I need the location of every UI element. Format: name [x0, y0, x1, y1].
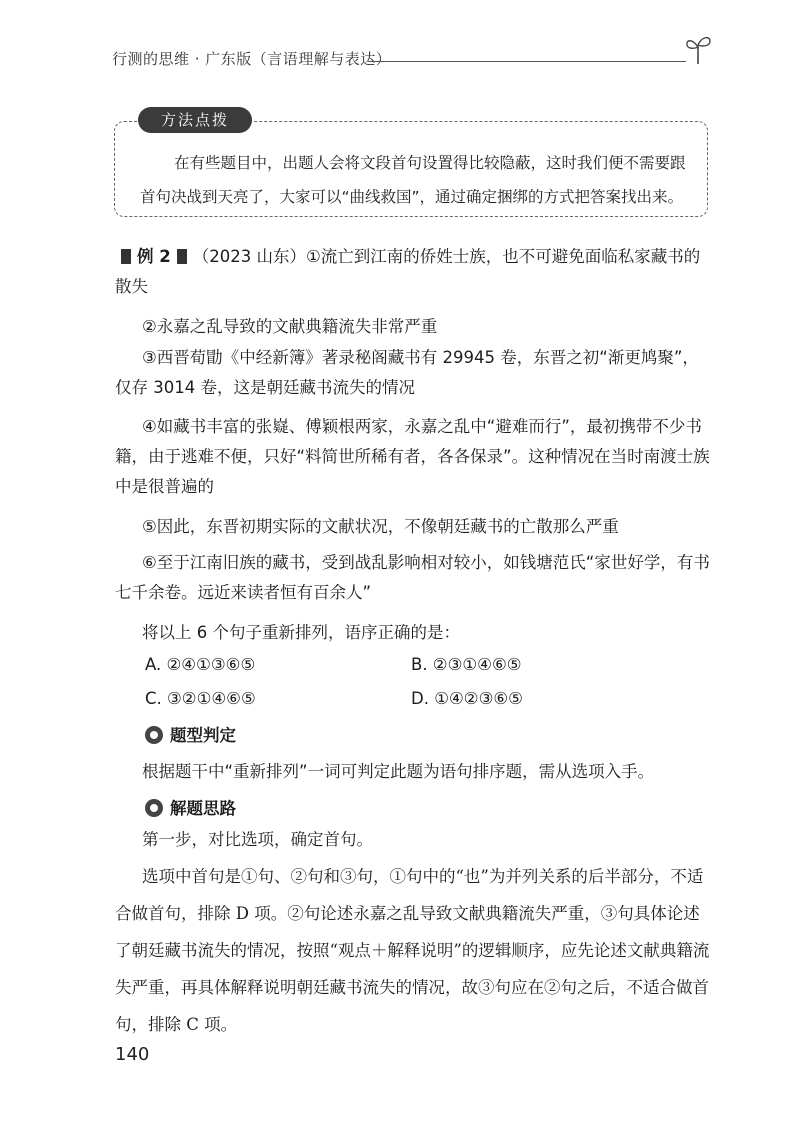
option-a: A. ②④①③⑥⑤	[145, 655, 256, 674]
section-bullet-icon	[145, 799, 163, 817]
section-bullet-icon	[145, 726, 163, 744]
example-source: （2023 山东）	[192, 247, 306, 266]
tip-badge: 方法点拨	[138, 107, 252, 133]
header-rule	[368, 61, 686, 62]
option-c: C. ③②①④⑥⑤	[145, 689, 256, 708]
example-label: 例 2	[137, 247, 171, 266]
sentence-3: ③西晋荀勖《中经新簿》著录秘阁藏书有 29945 卷，东晋之初“渐更鸠聚”，仅存 3014 卷，这是朝廷藏书流失的情况	[115, 348, 699, 397]
approach-step: 第一步，对比选项，确定首句。	[142, 830, 373, 849]
header-title: 行测的思维 · 广东版（言语理解与表达）	[112, 50, 392, 68]
sprout-icon	[684, 32, 712, 66]
section-heading-type: 题型判定	[170, 726, 236, 745]
page-number: 140	[115, 1044, 150, 1065]
question-stem: 将以上 6 个句子重新排列，语序正确的是：	[142, 623, 460, 642]
example-sentence-1-block	[115, 242, 712, 302]
sentence-6: ⑥至于江南旧族的藏书，受到战乱影响相对较小，如钱塘范氏“家世好学，有书七千余卷。远近来读者恒有百余人”	[115, 553, 710, 602]
sentence-5: ⑤因此，东晋初期实际的文献状况，不像朝廷藏书的亡散那么严重	[142, 517, 619, 536]
marker-right-icon	[177, 249, 187, 264]
section-type-text: 根据题干中“重新排列”一词可判定此题为语句排序题，需从选项入手。	[142, 762, 655, 781]
section-heading-approach: 解题思路	[170, 799, 236, 818]
option-d: D. ①④②③⑥⑤	[411, 689, 523, 708]
sentence-1: ①流亡到江南的侨姓士族，也不可避免面临私家藏书的散失	[115, 247, 701, 296]
tip-text: 在有些题目中，出题人会将文段首句设置得比较隐蔽，这时我们便不需要跟首句决战到天亮了，大家可以“曲线救国”，通过确定捆绑的方式把答案找出来。	[140, 154, 686, 206]
option-b: B. ②③①④⑥⑤	[411, 655, 522, 674]
sentence-4: ④如藏书丰富的张嶷、傅颖根两家，永嘉之乱中“避难而行”，最初携带不少书籍，由于逃难不便，只好“料简世所稀有者，各各保录”。这种情况在当时南渡士族中是很普遍的	[115, 417, 710, 496]
approach-analysis: 选项中首句是①句、②句和③句，①句中的“也”为并列关系的后半部分，不适合做首句，排除 D 项。②句论述永嘉之乱导致文献典籍流失严重，③句具体论述了朝廷藏书流失的情况，按照“观点＋解释说明”的逻辑顺序，应先论述文献典籍流失严重，再具体解释说明朝廷藏书流失的情况，故③句应在②句之后，不适合做首句，排除 C 项。	[115, 867, 710, 1034]
marker-left-icon	[121, 249, 131, 264]
sentence-2: ②永嘉之乱导致的文献典籍流失非常严重	[142, 317, 438, 336]
